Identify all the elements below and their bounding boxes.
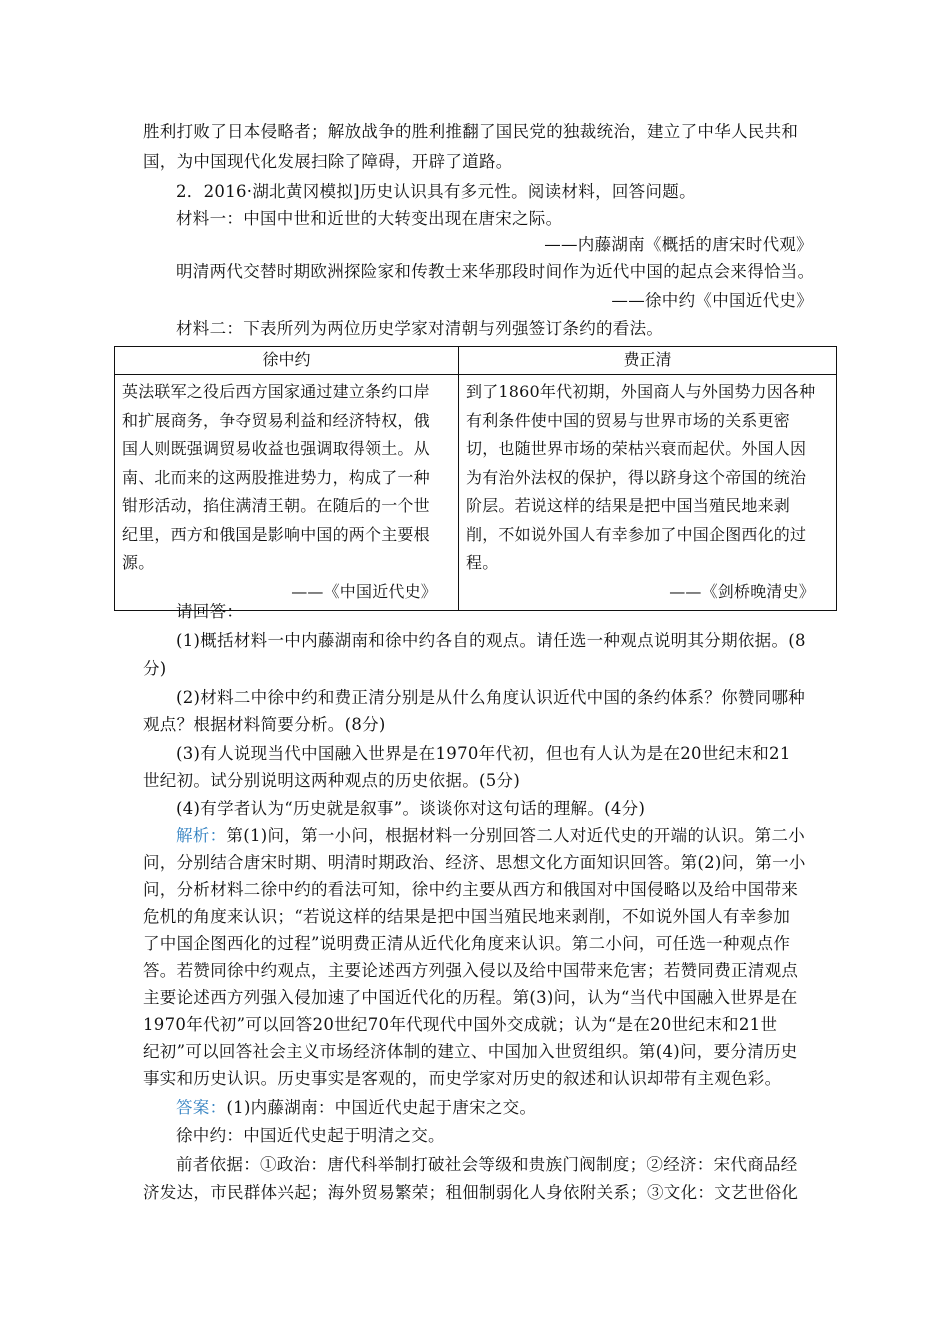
answer-line bbox=[176, 1094, 846, 1122]
question-2-cont: 观点？根据材料简要分析。(8分) bbox=[143, 715, 386, 734]
answer-text: (1)内藤湖南：中国近代史起于唐宋之交。 bbox=[226, 1098, 537, 1117]
answer-line: 前者依据：①政治：唐代科举制打破社会等级和贵族门阀制度；②经济：宋代商品经 bbox=[176, 1155, 798, 1174]
cell-line: 为有治外法权的保护，得以跻身这个帝国的统治 bbox=[466, 467, 807, 487]
cell-line: 国人则既强调贸易收益也强调取得领土。从 bbox=[122, 439, 430, 458]
please-answer: 请回答： bbox=[176, 602, 244, 621]
material-2-intro: 材料二：下表所列为两位历史学家对清朝与列强签订条约的看法。 bbox=[176, 319, 664, 338]
analysis-label: 解析： bbox=[176, 826, 227, 845]
material-1-source: ——内藤湖南《概括的唐宋时代观》 bbox=[544, 235, 813, 254]
material-1-text: 材料一：中国中世和近世的大转变出现在唐宋之际。 bbox=[176, 209, 563, 228]
question-4: (4)有学者认为“历史就是叙事”。谈谈你对这句话的理解。(4分) bbox=[176, 799, 646, 818]
table-cell-fei bbox=[459, 375, 837, 611]
cell-line: 程。 bbox=[466, 553, 499, 572]
comparison-table bbox=[114, 346, 837, 611]
cell-line: 削，不如说外国人有幸参加了中国企图西化的过 bbox=[466, 524, 807, 544]
question-2-intro: 2．2016·湖北黄冈模拟]历史认识具有多元性。阅读材料，回答问题。 bbox=[176, 182, 696, 201]
cell-line: 钳形活动，掐住满清王朝。在随后的一个世 bbox=[122, 496, 430, 515]
cell-line: 到了1860年代初期，外国商人与外国势力因各种 bbox=[466, 382, 816, 401]
cell-line: 和扩展商务，争夺贸易利益和经济特权，俄 bbox=[122, 410, 430, 430]
question-1: (1)概括材料一中内藤湖南和徐中约各自的观点。请任选一种观点说明其分期依据。(8 bbox=[176, 631, 806, 650]
analysis-line: 危机的角度来认识；“若说这样的结果是把中国当殖民地来剥削，不如说外国人有幸参加 bbox=[143, 907, 791, 926]
table-cell-xu bbox=[115, 375, 459, 611]
analysis-line: 1970年代初”可以回答20世纪70年代现代中国外交成就；认为“是在20世纪末和21世 bbox=[143, 1015, 778, 1034]
analysis-line: 答。若赞同徐中约观点，主要论述西方列强入侵以及给中国带来危害；若赞同费正清观点 bbox=[143, 961, 799, 980]
question-1-cont: 分) bbox=[143, 659, 167, 678]
analysis-line: 了中国企图西化的过程”说明费正清从近代化角度来认识。第二小问，可任选一种观点作 bbox=[143, 934, 791, 953]
analysis-line: 纪初”可以回答社会主义市场经济体制的建立、中国加入世贸组织。第(4)问，要分清历史 bbox=[143, 1042, 798, 1061]
material-1b-text: 明清两代交替时期欧洲探险家和传教士来华那段时间作为近代中国的起点会来得恰当。 bbox=[176, 262, 815, 281]
table-header: 徐中约 bbox=[115, 347, 459, 375]
question-3-cont: 世纪初。试分别说明这两种观点的历史依据。(5分) bbox=[143, 771, 521, 790]
analysis-line: 主要论述西方列强入侵加速了中国近代化的历程。第(3)问，认为“当代中国融入世界是在 bbox=[143, 988, 798, 1007]
cell-line: 源。 bbox=[122, 553, 155, 572]
cell-line: 纪里，西方和俄国是影响中国的两个主要根 bbox=[122, 524, 430, 544]
answer-label: 答案： bbox=[176, 1098, 227, 1117]
table-header-row bbox=[115, 347, 837, 375]
cell-line: 有利条件使中国的贸易与世界市场的关系更密 bbox=[466, 410, 791, 430]
cell-line: 南、北而来的这两股推进势力，构成了一种 bbox=[122, 467, 430, 487]
question-2: (2)材料二中徐中约和费正清分别是从什么角度认识近代中国的条约体系？你赞同哪种 bbox=[176, 688, 806, 707]
cell-line: 切，也随世界市场的荣枯兴衰而起伏。外国人因 bbox=[466, 439, 807, 458]
cell-line: 英法联军之役后西方国家通过建立条约口岸 bbox=[122, 382, 430, 401]
analysis-text: 第(1)问，第一小问，根据材料一分别回答二人对近代史的开端的认识。第二小 bbox=[226, 826, 806, 845]
analysis-line: 事实和历史认识。历史事实是客观的，而史学家对历史的叙述和认识却带有主观色彩。 bbox=[143, 1069, 782, 1088]
cell-line: 阶层。若说这样的结果是把中国当殖民地来剥 bbox=[466, 496, 791, 515]
analysis-line: 问，分别结合唐宋时期、明清时期政治、经济、思想文化方面知识回答。第(2)问，第一小 bbox=[143, 853, 806, 872]
material-1b-source: ——徐中约《中国近代史》 bbox=[611, 291, 813, 310]
table-header: 费正清 bbox=[459, 347, 837, 375]
text-line: 国，为中国现代化发展扫除了障碍，开辟了道路。 bbox=[143, 152, 513, 171]
answer-line: 济发达，市民群体兴起；海外贸易繁荣；租佃制弱化人身依附关系；③文化：文艺世俗化 bbox=[143, 1183, 799, 1202]
analysis-line: 问，分析材料二徐中约的看法可知，徐中约主要从西方和俄国对中国侵略以及给中国带来 bbox=[143, 880, 799, 899]
text-line: 胜利打败了日本侵略者；解放战争的胜利推翻了国民党的独裁统治，建立了中华人民共和 bbox=[143, 122, 799, 141]
question-3: (3)有人说现当代中国融入世界是在1970年代初，但也有人认为是在20世纪末和21 bbox=[176, 744, 791, 763]
analysis-line bbox=[176, 822, 846, 850]
table-row bbox=[115, 375, 837, 611]
cell-source: ——《中国近代史》 bbox=[291, 581, 437, 601]
cell-source: ——《剑桥晚清史》 bbox=[669, 581, 815, 601]
answer-line: 徐中约：中国近代史起于明清之交。 bbox=[176, 1126, 445, 1145]
